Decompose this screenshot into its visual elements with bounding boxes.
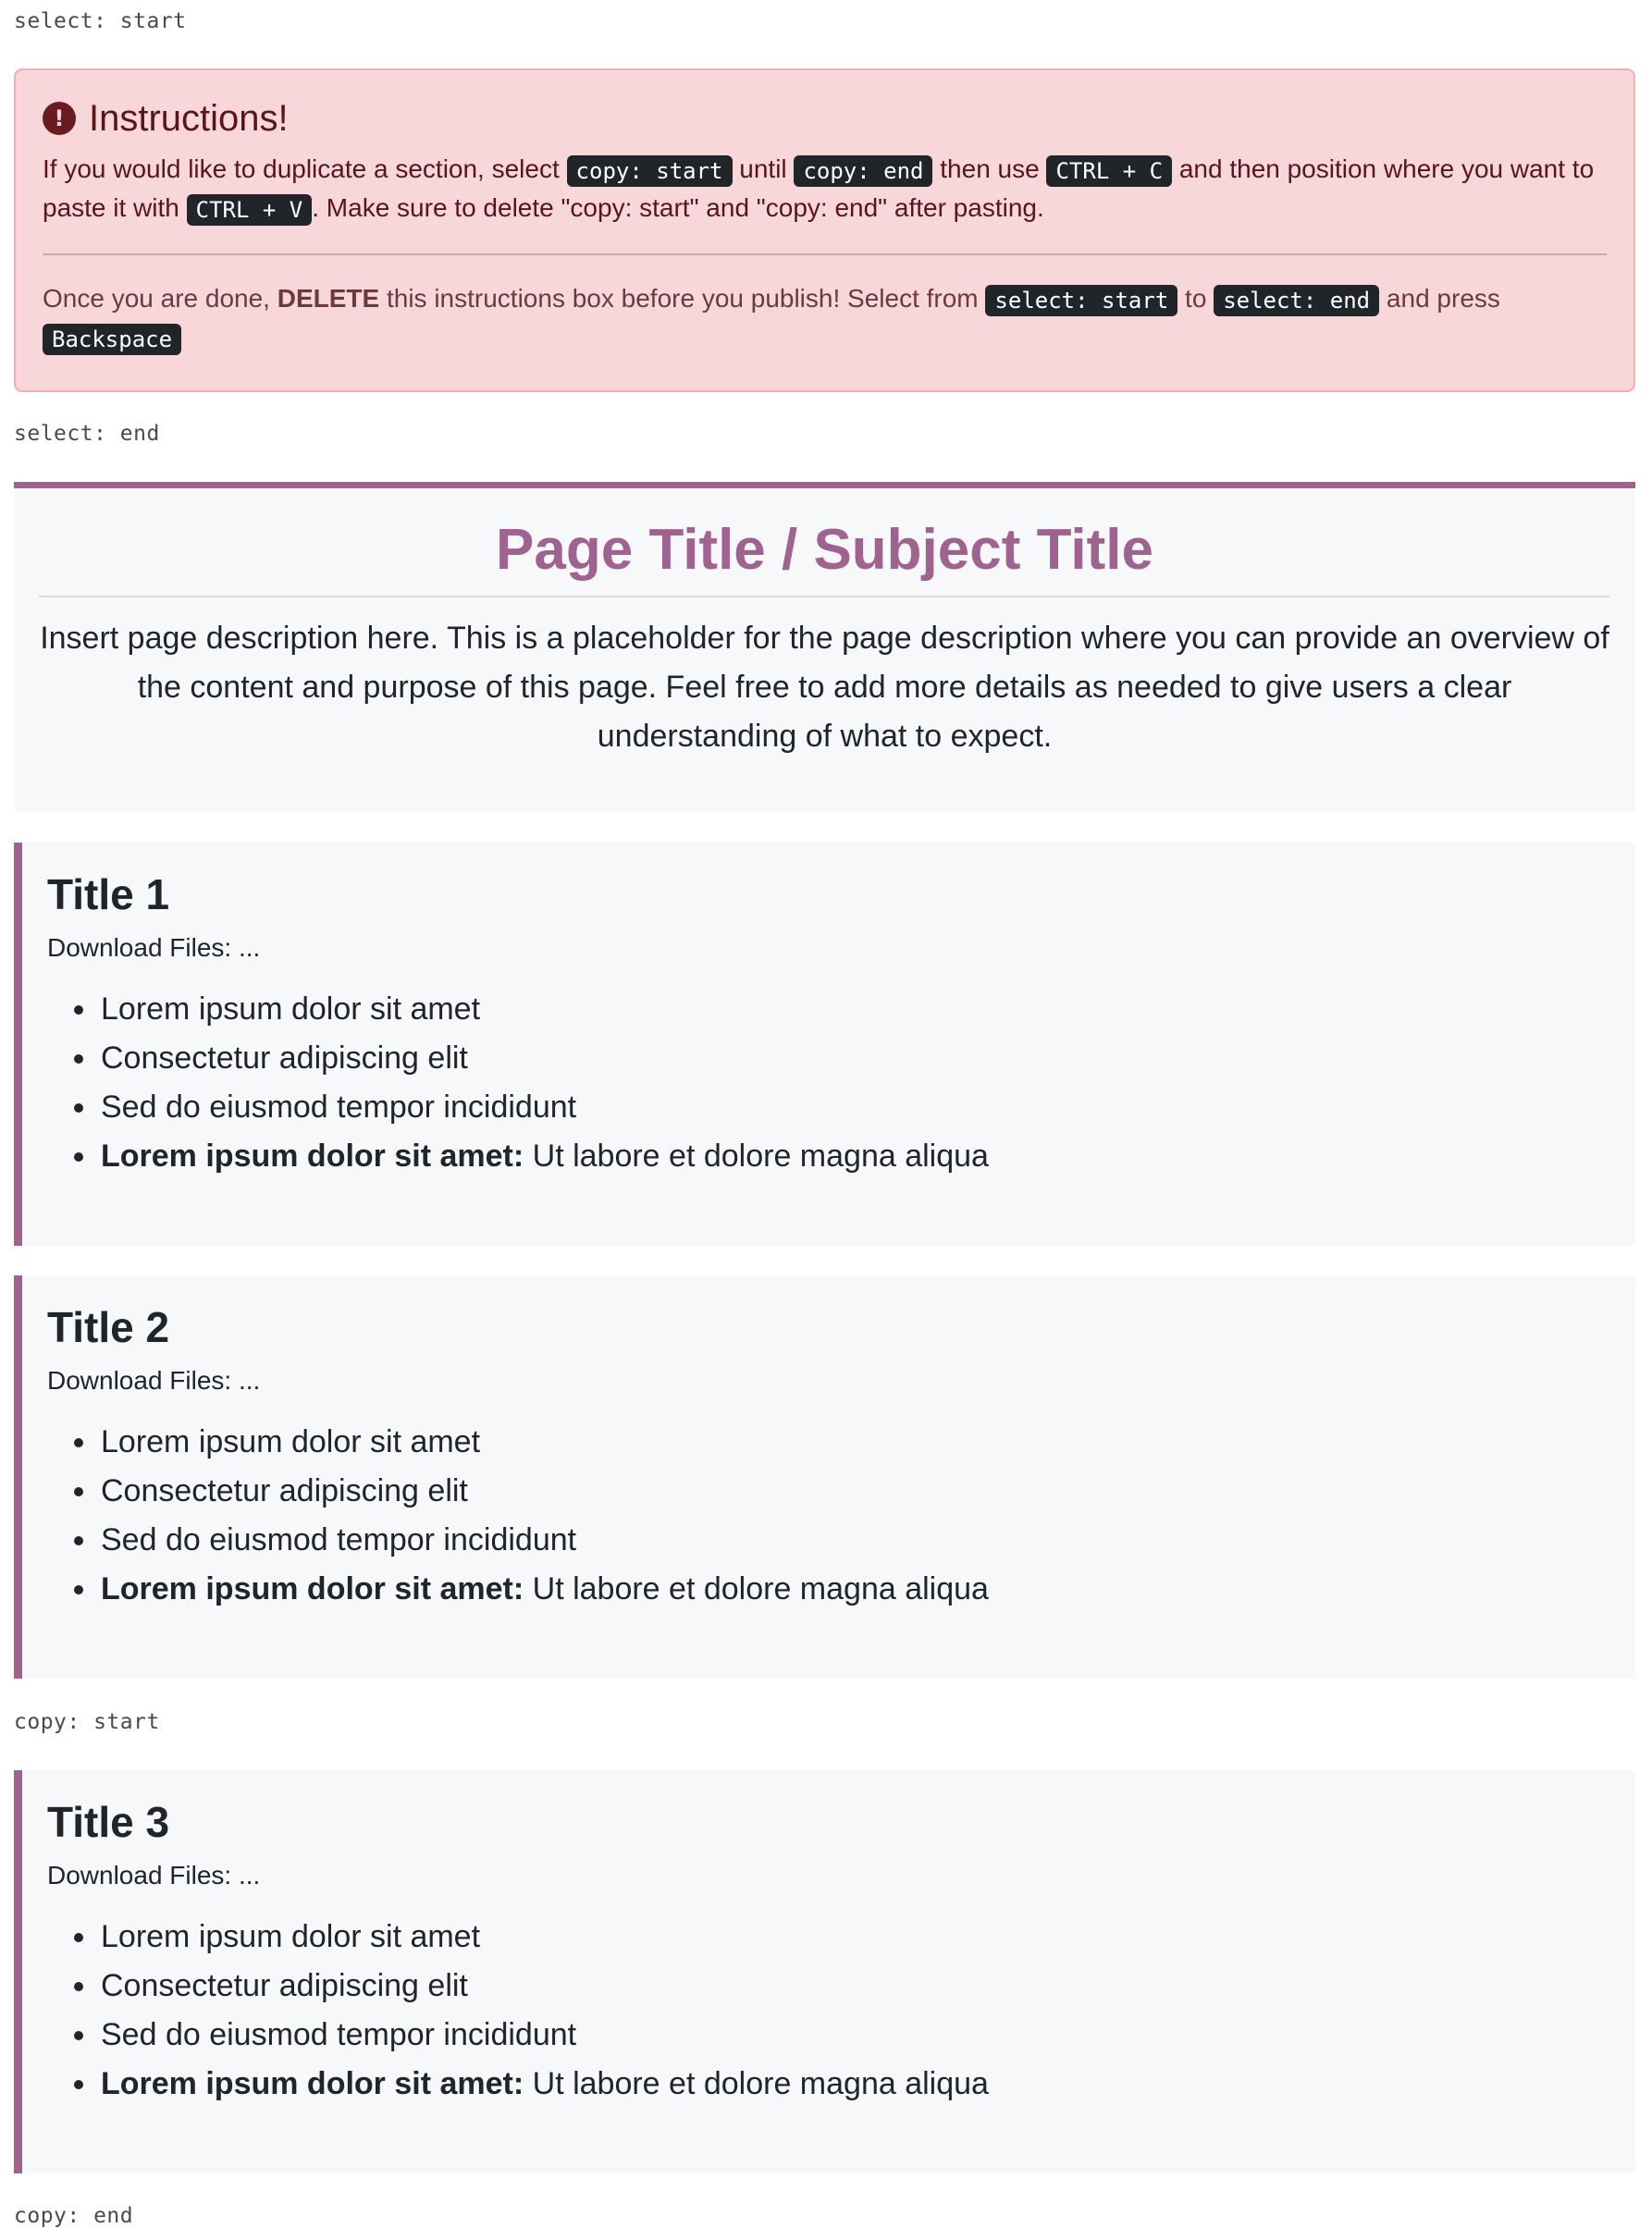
- kbd-ctrl-c: CTRL + C: [1046, 155, 1172, 187]
- list-item: [99, 1565, 1635, 1614]
- kbd-copy-end: copy: end: [794, 155, 932, 187]
- exclamation-circle-icon: !: [43, 102, 76, 135]
- list-item: [99, 2060, 1635, 2109]
- instructions-text: then use: [932, 154, 1047, 183]
- instructions-alert: [14, 68, 1635, 392]
- delete-emphasis: DELETE: [277, 284, 380, 313]
- instructions-text: and then position where you want to paste it with: [43, 154, 1595, 222]
- list-item: • Consectetur adipiscing elit: [99, 1962, 1635, 2011]
- page-header: [14, 482, 1635, 812]
- kbd-backspace: Backspace: [43, 324, 181, 355]
- copy-end-marker[interactable]: copy: end: [14, 2204, 134, 2228]
- download-files: Download Files: ...: [47, 933, 261, 962]
- kbd-select-end: select: end: [1214, 285, 1379, 316]
- kbd-copy-start: copy: start: [567, 155, 733, 187]
- instructions-text: and press: [1379, 284, 1500, 313]
- list-item: • Sed do eiusmod tempor incididunt: [99, 1083, 1635, 1132]
- list-item: • Sed do eiusmod tempor incididunt: [99, 2011, 1635, 2060]
- kbd-ctrl-v: CTRL + V: [187, 194, 313, 226]
- list-item: • Lorem ipsum dolor sit amet: [99, 1418, 1635, 1467]
- instructions-heading: [43, 96, 1607, 141]
- section-title: Title 1: [47, 870, 170, 918]
- section-title: Title 2: [47, 1303, 170, 1351]
- instructions-paragraph-2: [43, 279, 1607, 357]
- list-item-bold: Lorem ipsum dolor sit amet:: [101, 1571, 524, 1606]
- instructions-text: . Make sure to delete "copy: start" and "copy: end" after pasting.: [312, 193, 1044, 222]
- instructions-divider: [43, 253, 1607, 255]
- list-item-text: Ut labore et dolore magna aliqua: [524, 1571, 989, 1606]
- list-item-bold: Lorem ipsum dolor sit amet:: [101, 2066, 524, 2101]
- list-item: • Lorem ipsum dolor sit amet: [99, 1913, 1635, 1962]
- select-end-marker[interactable]: select: end: [14, 422, 160, 446]
- list-item: • Consectetur adipiscing elit: [99, 1467, 1635, 1516]
- list-item-bold: Lorem ipsum dolor sit amet:: [101, 1139, 524, 1174]
- list-item-text: Ut labore et dolore magna aliqua: [524, 2066, 989, 2101]
- section-list: [47, 1913, 1635, 2109]
- instructions-text: this instructions box before you publish! Select from: [379, 284, 986, 313]
- download-files: Download Files: ...: [47, 1861, 261, 1889]
- page-title: Page Title / Subject Title: [39, 518, 1610, 597]
- section-list: [47, 985, 1635, 1181]
- list-item: • Consectetur adipiscing elit: [99, 1034, 1635, 1083]
- list-item: [99, 1132, 1635, 1181]
- instructions-text: Once you are done,: [43, 284, 277, 313]
- kbd-select-start: select: start: [985, 285, 1177, 316]
- content-section-2: [14, 1275, 1635, 1679]
- download-files: Download Files: ...: [47, 1366, 261, 1395]
- instructions-text: If you would like to duplicate a section, select: [43, 154, 567, 183]
- instructions-paragraph-1: [43, 150, 1607, 228]
- section-list: [47, 1418, 1635, 1614]
- copy-start-marker[interactable]: copy: start: [14, 1710, 160, 1734]
- select-start-marker[interactable]: select: start: [14, 9, 187, 33]
- list-item-text: Ut labore et dolore magna aliqua: [524, 1139, 989, 1174]
- content-section-3: [14, 1770, 1635, 2173]
- instructions-text: until: [732, 154, 795, 183]
- list-item: • Lorem ipsum dolor sit amet: [99, 985, 1635, 1034]
- section-title: Title 3: [47, 1798, 170, 1846]
- instructions-text: to: [1177, 284, 1214, 313]
- page-description: Insert page description here. This is a placeholder for the page description where you can provide an overview of the content and purpose of this page. Feel free to add more details as needed to give users a clear understanding of what to expect.: [40, 621, 1609, 754]
- instructions-heading-text: Instructions!: [89, 98, 289, 139]
- list-item: • Sed do eiusmod tempor incididunt: [99, 1516, 1635, 1565]
- content-section-1: [14, 843, 1635, 1246]
